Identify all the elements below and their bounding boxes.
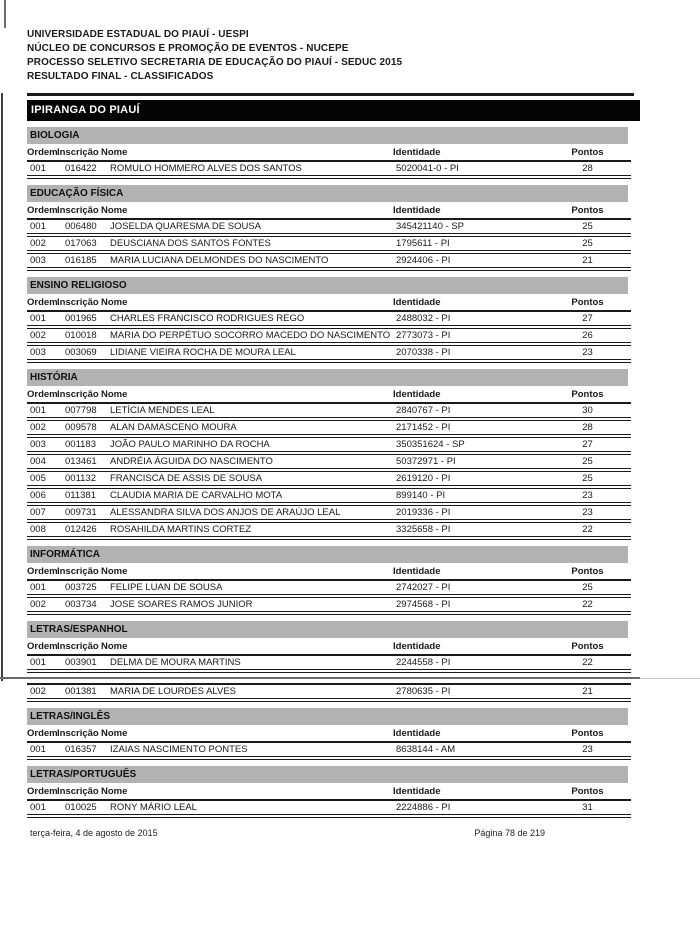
- table-row: [27, 801, 631, 818]
- cell-identidade: 2742027 - PI: [396, 581, 451, 593]
- column-header-pontos: Pontos: [571, 297, 604, 308]
- cell-inscricao: 009731: [65, 506, 97, 518]
- cell-nome: MARIA DO PERPÉTUO SOCORRO MACEDO DO NASCIMENTO: [110, 329, 391, 341]
- cell-ordem: 001: [30, 656, 46, 668]
- table-row: [27, 162, 631, 179]
- cell-inscricao: 017063: [65, 237, 97, 249]
- cell-nome: LIDIANE VIEIRA ROCHA DE MOURA LEAL: [110, 346, 296, 358]
- cell-pontos: 28: [582, 421, 593, 433]
- cell-inscricao: 003069: [65, 346, 97, 358]
- table-row: [27, 237, 631, 254]
- cell-nome: DEUSCIANA DOS SANTOS FONTES: [110, 237, 271, 249]
- cell-pontos: 21: [582, 685, 593, 697]
- cell-ordem: 003: [30, 346, 46, 358]
- table-row: [27, 598, 631, 615]
- column-header-pontos: Pontos: [571, 147, 604, 158]
- subject-title-bar: ENSINO RELIGIOSO: [27, 277, 628, 294]
- column-header-pontos: Pontos: [571, 641, 604, 652]
- page-break-divider: [0, 673, 700, 683]
- column-header-inscricao: Inscrição: [57, 205, 99, 216]
- cell-nome: CHARLES FRANCISCO RODRIGUES REGO: [110, 312, 305, 324]
- section-rows: [27, 404, 631, 540]
- section-rows: [27, 743, 631, 760]
- column-header-identidade: Identidade: [393, 641, 441, 652]
- cell-ordem: 007: [30, 506, 46, 518]
- cell-pontos: 22: [582, 523, 593, 535]
- table-row: [27, 455, 631, 472]
- page-content: [27, 0, 631, 838]
- cell-identidade: 2619120 - PI: [396, 472, 451, 484]
- cell-nome: RONY MÁRIO LEAL: [110, 801, 197, 813]
- cell-inscricao: 016357: [65, 743, 97, 755]
- cell-pontos: 25: [582, 220, 593, 232]
- column-header-ordem: Ordem: [27, 728, 58, 739]
- subject-title-bar: HISTÓRIA: [27, 369, 628, 386]
- subject-section: [27, 708, 631, 760]
- cell-pontos: 23: [582, 506, 593, 518]
- section-rows: [27, 220, 631, 271]
- cell-pontos: 23: [582, 489, 593, 501]
- cell-identidade: 2840767 - PI: [396, 404, 451, 416]
- cell-identidade: 2974568 - PI: [396, 598, 451, 610]
- table-row: [27, 581, 631, 598]
- cell-pontos: 25: [582, 581, 593, 593]
- cell-inscricao: 003725: [65, 581, 97, 593]
- cell-nome: JOSELDA QUARESMA DE SOUSA: [110, 220, 261, 232]
- page-break-line: [0, 677, 640, 679]
- column-header-nome: Nome: [101, 641, 128, 652]
- subject-title-bar: BIOLOGIA: [27, 127, 628, 144]
- subject-section: [27, 277, 631, 363]
- section-rows: [27, 801, 631, 818]
- section-rows: [27, 581, 631, 615]
- table-row: [27, 329, 631, 346]
- column-header-nome: Nome: [101, 786, 128, 797]
- page-break-line-faint: [640, 678, 700, 679]
- table-row: [27, 438, 631, 455]
- cell-identidade: 5020041-0 - PI: [396, 162, 459, 174]
- subject-section: [27, 766, 631, 818]
- cell-identidade: 350351624 - SP: [396, 438, 465, 450]
- column-header-ordem: Ordem: [27, 205, 58, 216]
- cell-pontos: 23: [582, 743, 593, 755]
- cell-inscricao: 001965: [65, 312, 97, 324]
- cell-inscricao: 006480: [65, 220, 97, 232]
- cell-inscricao: 012426: [65, 523, 97, 535]
- section-rows: [27, 162, 631, 179]
- cell-pontos: 30: [582, 404, 593, 416]
- cell-inscricao: 003901: [65, 656, 97, 668]
- subject-title-bar: INFORMÁTICA: [27, 546, 628, 563]
- table-row: [27, 506, 631, 523]
- column-header-nome: Nome: [101, 147, 128, 158]
- cell-nome: ALESSANDRA SILVA DOS ANJOS DE ARAÚJO LEAL: [110, 506, 341, 518]
- cell-pontos: 27: [582, 312, 593, 324]
- column-header-identidade: Identidade: [393, 147, 441, 158]
- page-footer: [27, 828, 631, 838]
- cell-pontos: 31: [582, 801, 593, 813]
- cell-inscricao: 009578: [65, 421, 97, 433]
- column-header-pontos: Pontos: [571, 205, 604, 216]
- column-header-pontos: Pontos: [571, 786, 604, 797]
- cell-ordem: 008: [30, 523, 46, 535]
- column-header-row: [27, 386, 631, 404]
- cell-ordem: 001: [30, 743, 46, 755]
- cell-nome: IZAIAS NASCIMENTO PONTES: [110, 743, 248, 755]
- column-header-inscricao: Inscrição: [57, 728, 99, 739]
- cell-ordem: 006: [30, 489, 46, 501]
- column-header-identidade: Identidade: [393, 297, 441, 308]
- subject-title-bar: LETRAS/ESPANHOL: [27, 621, 628, 638]
- table-row: [27, 683, 631, 702]
- cell-pontos: 28: [582, 162, 593, 174]
- cell-nome: JOÃO PAULO MARINHO DA ROCHA: [110, 438, 270, 450]
- cell-identidade: 1795611 - PI: [396, 237, 450, 249]
- cell-nome: ALAN DAMASCENO MOURA: [110, 421, 237, 433]
- subject-section: [27, 546, 631, 615]
- cell-inscricao: 013461: [65, 455, 97, 467]
- cell-ordem: 001: [30, 801, 46, 813]
- cell-pontos: 23: [582, 346, 593, 358]
- section-rows: [27, 312, 631, 363]
- column-header-row: [27, 783, 631, 801]
- cell-nome: DELMA DE MOURA MARTINS: [110, 656, 241, 668]
- table-row: [27, 220, 631, 237]
- page-edge-line-top: [4, 0, 6, 28]
- column-header-inscricao: Inscrição: [57, 566, 99, 577]
- column-header-row: [27, 294, 631, 312]
- column-header-nome: Nome: [101, 566, 128, 577]
- column-header-ordem: Ordem: [27, 786, 58, 797]
- column-header-row: [27, 144, 631, 162]
- cell-pontos: 22: [582, 656, 593, 668]
- table-row: [27, 312, 631, 329]
- table-row: [27, 254, 631, 271]
- cell-inscricao: 007798: [65, 404, 97, 416]
- cell-ordem: 004: [30, 455, 46, 467]
- cell-identidade: 3325658 - PI: [396, 523, 451, 535]
- cell-inscricao: 016422: [65, 162, 97, 174]
- cell-ordem: 001: [30, 312, 46, 324]
- column-header-nome: Nome: [101, 728, 128, 739]
- column-header-row: [27, 638, 631, 656]
- cell-nome: JOSE SOARES RAMOS JUNIOR: [110, 598, 253, 610]
- cell-inscricao: 003734: [65, 598, 97, 610]
- column-header-pontos: Pontos: [571, 566, 604, 577]
- column-header-inscricao: Inscrição: [57, 147, 99, 158]
- column-header-identidade: Identidade: [393, 205, 441, 216]
- column-header-nome: Nome: [101, 205, 128, 216]
- column-header-inscricao: Inscrição: [57, 297, 99, 308]
- cell-inscricao: 010025: [65, 801, 97, 813]
- cell-inscricao: 001381: [65, 685, 97, 697]
- column-header-pontos: Pontos: [571, 389, 604, 400]
- cell-pontos: 25: [582, 472, 593, 484]
- cell-identidade: 2224886 - PI: [396, 801, 451, 813]
- footer-date: terça-feira, 4 de agosto de 2015: [30, 828, 158, 838]
- cell-pontos: 21: [582, 254, 593, 266]
- cell-ordem: 005: [30, 472, 46, 484]
- column-header-ordem: Ordem: [27, 147, 58, 158]
- column-header-nome: Nome: [101, 297, 128, 308]
- cell-identidade: 2070338 - PI: [396, 346, 451, 358]
- cell-ordem: 002: [30, 421, 46, 433]
- cell-identidade: 8638144 - AM: [396, 743, 456, 755]
- column-header-nome: Nome: [101, 389, 128, 400]
- org-department: NÚCLEO DE CONCURSOS E PROMOÇÃO DE EVENTOS - NUCEPE: [27, 43, 349, 54]
- result-title: RESULTADO FINAL - CLASSIFICADOS: [27, 71, 214, 82]
- cell-inscricao: 016185: [65, 254, 97, 266]
- column-header-row: [27, 202, 631, 220]
- cell-identidade: 899140 - PI: [396, 489, 446, 501]
- cell-ordem: 001: [30, 220, 46, 232]
- footer-page-number: Página 78 de 219: [474, 828, 545, 838]
- sections-container: [27, 127, 631, 818]
- cell-pontos: 27: [582, 438, 593, 450]
- table-row: [27, 421, 631, 438]
- column-header-ordem: Ordem: [27, 389, 58, 400]
- cell-identidade: 2488032 - PI: [396, 312, 451, 324]
- document-header: [27, 28, 631, 84]
- table-row: [27, 346, 631, 363]
- cell-identidade: 2171452 - PI: [396, 421, 451, 433]
- subject-section: [27, 127, 631, 179]
- cell-identidade: 50372971 - PI: [396, 455, 456, 467]
- cell-ordem: 002: [30, 598, 46, 610]
- section-rows: [27, 656, 631, 702]
- cell-pontos: 25: [582, 237, 593, 249]
- column-header-identidade: Identidade: [393, 389, 441, 400]
- cell-ordem: 001: [30, 404, 46, 416]
- subject-title-bar: LETRAS/PORTUGUÊS: [27, 766, 628, 783]
- cell-nome: LETÍCIA MENDES LEAL: [110, 404, 215, 416]
- column-header-inscricao: Inscrição: [57, 786, 99, 797]
- cell-ordem: 003: [30, 254, 46, 266]
- cell-identidade: 2019336 - PI: [396, 506, 451, 518]
- cell-nome: ANDRÉIA ÁGUIDA DO NASCIMENTO: [110, 455, 273, 467]
- process-title: PROCESSO SELETIVO SECRETARIA DE EDUCAÇÃO DO PIAUÍ - SEDUC 2015: [27, 57, 403, 68]
- org-name: UNIVERSIDADE ESTADUAL DO PIAUÍ - UESPI: [27, 29, 249, 40]
- cell-nome: FELIPE LUAN DE SOUSA: [110, 581, 223, 593]
- cell-inscricao: 011381: [65, 489, 96, 501]
- cell-ordem: 001: [30, 162, 46, 174]
- table-row: [27, 656, 631, 673]
- column-header-identidade: Identidade: [393, 786, 441, 797]
- cell-inscricao: 001183: [65, 438, 96, 450]
- subject-title-bar: LETRAS/INGLÊS: [27, 708, 628, 725]
- cell-ordem: 003: [30, 438, 46, 450]
- cell-identidade: 345421140 - SP: [396, 220, 464, 232]
- table-row: [27, 743, 631, 760]
- column-header-inscricao: Inscrição: [57, 641, 99, 652]
- cell-ordem: 002: [30, 329, 46, 341]
- cell-nome: MARIA DE LOURDES ALVES: [110, 685, 237, 697]
- cell-identidade: 2924406 - PI: [396, 254, 451, 266]
- page-edge-line-left: [1, 93, 3, 681]
- subject-section: [27, 185, 631, 271]
- column-header-ordem: Ordem: [27, 297, 58, 308]
- cell-ordem: 001: [30, 581, 46, 593]
- subject-title-bar: EDUCAÇÃO FÍSICA: [27, 185, 628, 202]
- cell-inscricao: 010018: [65, 329, 97, 341]
- cell-ordem: 002: [30, 685, 46, 697]
- cell-nome: ROSAHILDA MARTINS CORTEZ: [110, 523, 252, 535]
- table-row: [27, 404, 631, 421]
- cell-nome: ROMULO HOMMERO ALVES DOS SANTOS: [110, 162, 302, 174]
- table-row: [27, 472, 631, 489]
- cell-identidade: 2773073 - PI: [396, 329, 451, 341]
- cell-pontos: 25: [582, 455, 593, 467]
- column-header-identidade: Identidade: [393, 566, 441, 577]
- cell-inscricao: 001132: [65, 472, 96, 484]
- city-title-bar: [27, 100, 640, 121]
- table-row: [27, 523, 631, 540]
- cell-nome: FRANCISCA DE ASSIS DE SOUSA: [110, 472, 263, 484]
- column-header-ordem: Ordem: [27, 641, 58, 652]
- subject-section: [27, 369, 631, 540]
- column-header-ordem: Ordem: [27, 566, 58, 577]
- column-header-row: [27, 563, 631, 581]
- subject-section: [27, 621, 631, 702]
- cell-ordem: 002: [30, 237, 46, 249]
- column-header-row: [27, 725, 631, 743]
- column-header-inscricao: Inscrição: [57, 389, 99, 400]
- city-name: IPIRANGA DO PIAUÍ: [31, 104, 140, 116]
- column-header-identidade: Identidade: [393, 728, 441, 739]
- column-header-pontos: Pontos: [571, 728, 604, 739]
- cell-pontos: 26: [582, 329, 593, 341]
- horizontal-rule: [27, 93, 634, 96]
- cell-identidade: 2244558 - PI: [396, 656, 451, 668]
- table-row: [27, 489, 631, 506]
- cell-nome: MARIA LUCIANA DELMONDES DO NASCIMENTO: [110, 254, 329, 266]
- cell-identidade: 2780635 - PI: [396, 685, 451, 697]
- cell-pontos: 22: [582, 598, 593, 610]
- cell-nome: CLAUDIA MARIA DE CARVALHO MOTA: [110, 489, 283, 501]
